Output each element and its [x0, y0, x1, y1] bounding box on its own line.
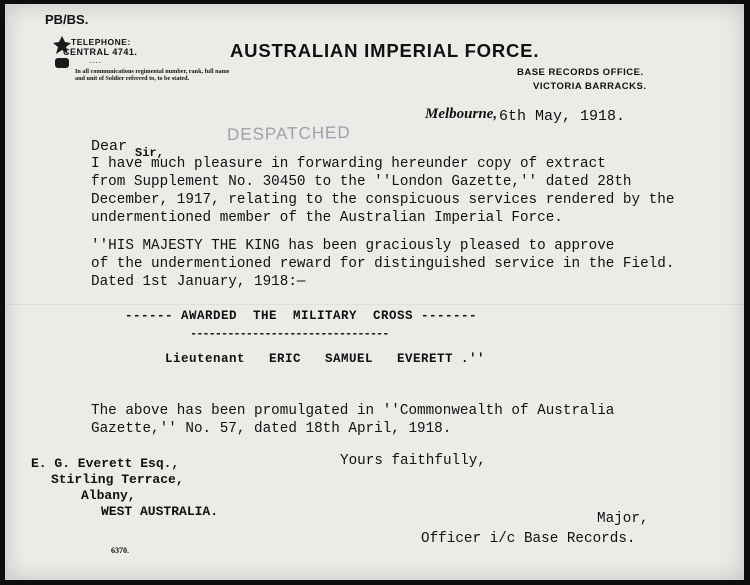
form-number: 6370. — [111, 546, 129, 555]
award-underline: -------------------------------- — [190, 327, 389, 341]
address-line-1: E. G. Everett Esq., — [31, 456, 180, 471]
paragraph-1: I have much pleasure in forwarding hereunder copy of extract from Supplement No. 30450 to the ''London Gazette,'' dated 28th December, 1917, relating to the conspicuous services rendered by the undermentioned member of the Australian Imperial Force. — [91, 156, 675, 226]
despatched-stamp: DESPATCHED — [226, 122, 351, 145]
dateline-city: Melbourne, — [425, 106, 498, 122]
communications-note: In all communications regimental number, rank, full name and unit of Soldier referred to, to be stated. — [75, 68, 230, 82]
recipient-name: Lieutenant ERIC SAMUEL EVERETT .'' — [165, 352, 486, 366]
telephone-number: CENTRAL 4741. — [63, 47, 138, 57]
address-line-2: Stirling Terrace, — [51, 472, 184, 487]
file-reference: PB/BS. — [45, 12, 89, 27]
telephone-dots: .... — [89, 56, 102, 65]
paragraph-2: ''HIS MAJESTY THE KING has been graciously pleased to approve of the undermentioned reward for distinguished service in the Field. Dated 1st January, 1918:— — [91, 238, 675, 290]
address-line-4: WEST AUSTRALIA. — [101, 504, 219, 519]
signatory-rank: Major, — [597, 511, 649, 527]
letter-sheet — [5, 4, 744, 580]
paragraph-3: The above has been promulgated in ''Commonwealth of Australia Gazette,'' No. 57, dated 18th April, 1918. — [91, 403, 615, 437]
office-location: VICTORIA BARRACKS. — [533, 81, 647, 92]
closing: Yours faithfully, — [340, 453, 486, 469]
award-title: ------ AWARDED THE MILITARY CROSS ------- — [125, 309, 478, 323]
salutation-name: Sir, — [135, 146, 164, 160]
signatory-office: Officer i/c Base Records. — [421, 531, 636, 547]
recipient-address — [31, 456, 219, 520]
address-line-3: Albany, — [81, 488, 136, 503]
telephone-label: TELEPHONE: — [71, 37, 131, 47]
letterhead-title: AUSTRALIAN IMPERIAL FORCE. — [230, 40, 540, 61]
dateline-date: 6th May, 1918. — [499, 108, 626, 125]
salutation: Dear — [91, 138, 128, 155]
fold-crease — [5, 304, 744, 305]
office-name: BASE RECORDS OFFICE. — [517, 67, 644, 78]
